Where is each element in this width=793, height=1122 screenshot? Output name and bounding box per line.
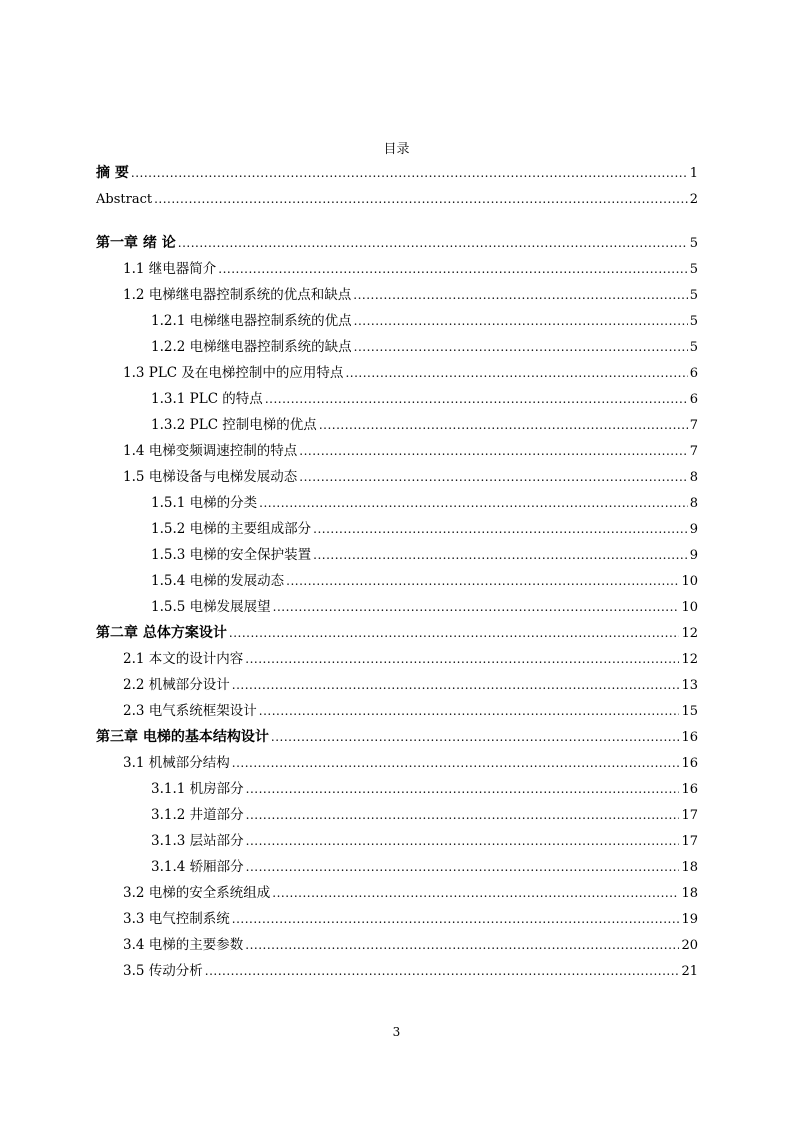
toc-entry-title: 摘 要 [96,165,129,181]
toc-entry-title: 1.5.2 电梯的主要组成部分 [151,521,312,537]
toc-entry[interactable] [96,516,698,542]
toc-entry[interactable] [96,958,698,984]
toc-entry-page: 19 [681,912,698,927]
toc-entry[interactable] [96,594,698,620]
toc-entry-title: 3.1 机械部分结构 [123,755,230,771]
toc-entry-title: 3.1.3 层站部分 [151,833,244,849]
toc-entry[interactable] [96,256,698,282]
toc-dot-leader [178,230,688,256]
toc-dot-leader [271,724,680,750]
toc-dot-leader [286,568,679,594]
toc-entry-title: 1.3.1 PLC 的特点 [151,391,263,407]
toc-entry-page: 17 [681,834,698,849]
toc-dot-leader [272,880,679,906]
toc-entry[interactable] [96,160,698,186]
toc-entry-title: 3.4 电梯的主要参数 [123,937,244,953]
toc-entry[interactable] [96,334,698,360]
toc-entry-page: 6 [689,366,698,381]
toc-dot-leader [259,698,680,724]
toc-entry[interactable] [96,750,698,776]
toc-dot-leader [313,516,688,542]
toc-dot-leader [354,334,688,360]
toc-entry-page: 16 [681,782,698,797]
toc-dot-leader [299,464,687,490]
toc-entry-page: 5 [689,262,698,277]
toc-dot-leader [245,932,679,958]
toc-entry[interactable] [96,724,698,750]
toc-dot-leader [229,620,680,646]
toc-entry-title: 1.4 电梯变频调速控制的特点 [123,443,298,459]
toc-dot-leader [354,308,688,334]
toc-entry-page: 5 [689,288,698,303]
toc-entry[interactable] [96,412,698,438]
toc-entry-title: 3.1.4 轿厢部分 [151,859,244,875]
toc-entry-page: 8 [689,496,698,511]
toc-entry-page: 18 [681,886,698,901]
toc-entry[interactable] [96,802,698,828]
toc-entry-page: 16 [681,730,698,745]
toc-entry[interactable] [96,360,698,386]
toc-entry[interactable] [96,854,698,880]
toc-entry[interactable] [96,386,698,412]
toc-entry-page: 2 [689,192,698,207]
toc-entry[interactable] [96,906,698,932]
toc-entry-title: 第三章 电梯的基本结构设计 [96,729,269,745]
toc-dot-leader [246,828,680,854]
toc-dot-leader [232,906,680,932]
toc-entry[interactable] [96,230,698,256]
toc-dot-leader [273,594,680,620]
toc-dot-leader [246,776,680,802]
toc-entry-title: 2.1 本文的设计内容 [123,651,244,667]
toc-dot-leader [246,802,680,828]
toc-title: 目录 [383,142,410,157]
toc-entry[interactable] [96,186,698,212]
toc-entry-title: 3.2 电梯的安全系统组成 [123,885,271,901]
toc-dot-leader [232,750,680,776]
toc-entry-title: 第一章 绪 论 [96,235,176,251]
toc-entry[interactable] [96,464,698,490]
toc-entry-title: 1.2.1 电梯继电器控制系统的优点 [151,313,352,329]
toc-entry-page: 6 [689,392,698,407]
toc-dot-leader [131,160,688,186]
toc-entry-title: 1.3 PLC 及在电梯控制中的应用特点 [123,365,344,381]
toc-entry-page: 15 [681,704,698,719]
toc-entry-title: 1.5 电梯设备与电梯发展动态 [123,469,298,485]
toc-entry-page: 5 [689,340,698,355]
toc-entry-page: 9 [689,548,698,563]
toc-dot-leader [353,282,687,308]
toc-dot-leader [246,854,680,880]
toc-entry-title: 3.5 传动分析 [123,963,203,979]
toc-entry-page: 7 [689,444,698,459]
toc-entry-page: 12 [681,626,698,641]
toc-entry-page: 1 [689,166,698,181]
toc-entry-page: 10 [681,574,698,589]
toc-entry-page: 13 [681,678,698,693]
toc-entry-page: 7 [689,418,698,433]
toc-entry[interactable] [96,672,698,698]
toc-entry-page: 5 [689,314,698,329]
toc-dot-leader [154,186,688,212]
toc-entry-page: 9 [689,522,698,537]
toc-entry-title: Abstract [96,192,153,207]
table-of-contents [96,160,698,984]
toc-entry-page: 10 [681,600,698,615]
toc-dot-leader [265,386,688,412]
toc-entry-title: 2.3 电气系统框架设计 [123,703,257,719]
toc-entry[interactable] [96,932,698,958]
toc-entry-page: 20 [681,938,698,953]
toc-entry-page: 17 [681,808,698,823]
toc-entry[interactable] [96,828,698,854]
toc-entry[interactable] [96,568,698,594]
toc-entry[interactable] [96,698,698,724]
toc-entry-title: 1.3.2 PLC 控制电梯的优点 [151,417,317,433]
toc-entry-page: 18 [681,860,698,875]
toc-entry-title: 3.1.1 机房部分 [151,781,244,797]
toc-entry-title: 2.2 机械部分设计 [123,677,230,693]
toc-entry-title: 1.5.4 电梯的发展动态 [151,573,285,589]
toc-entry-title: 3.1.2 井道部分 [151,807,244,823]
toc-gap [96,212,698,230]
toc-entry[interactable] [96,542,698,568]
toc-entry-title: 1.1 继电器简介 [123,261,217,277]
toc-entry-title: 3.3 电气控制系统 [123,911,230,927]
toc-dot-leader [232,672,680,698]
toc-entry[interactable] [96,646,698,672]
toc-entry-page: 12 [681,652,698,667]
toc-dot-leader [245,646,679,672]
toc-entry-title: 1.5.5 电梯发展展望 [151,599,271,615]
toc-entry-page: 5 [689,236,698,251]
toc-entry-page: 16 [681,756,698,771]
toc-dot-leader [205,958,680,984]
toc-entry[interactable] [96,880,698,906]
toc-entry-page: 8 [689,470,698,485]
toc-dot-leader [299,438,687,464]
toc-entry-title: 1.5.1 电梯的分类 [151,495,258,511]
toc-entry[interactable] [96,438,698,464]
toc-dot-leader [218,256,687,282]
toc-entry[interactable] [96,620,698,646]
toc-entry[interactable] [96,776,698,802]
toc-entry-title: 1.2.2 电梯继电器控制系统的缺点 [151,339,352,355]
page-number: 3 [392,1025,401,1039]
toc-entry-title: 1.2 电梯继电器控制系统的优点和缺点 [123,287,352,303]
toc-entry-title: 第二章 总体方案设计 [96,625,227,641]
toc-dot-leader [313,542,688,568]
toc-entry[interactable] [96,282,698,308]
toc-dot-leader [345,360,687,386]
toc-entry-page: 21 [681,964,698,979]
toc-entry[interactable] [96,490,698,516]
toc-dot-leader [319,412,688,438]
toc-entry-title: 1.5.3 电梯的安全保护装置 [151,547,312,563]
toc-dot-leader [259,490,688,516]
toc-entry[interactable] [96,308,698,334]
